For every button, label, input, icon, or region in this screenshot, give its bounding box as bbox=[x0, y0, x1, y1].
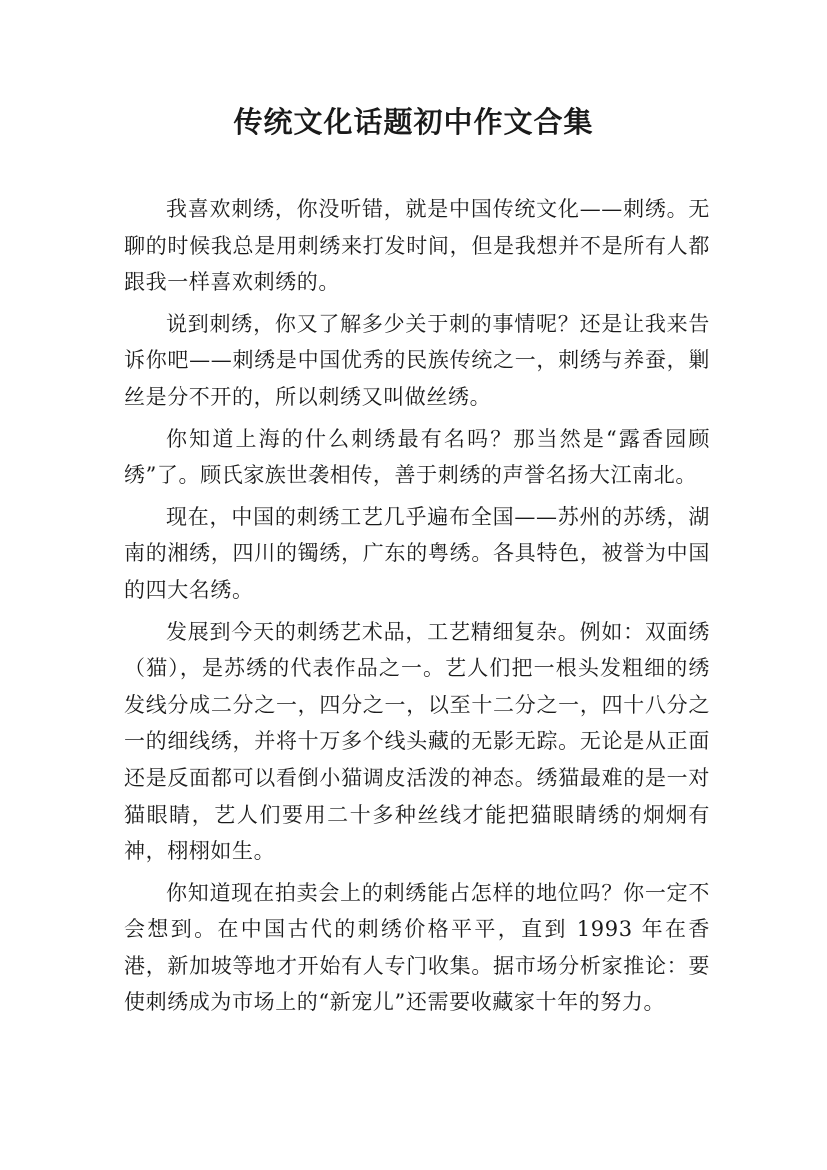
paragraph-3: 你知道上海的什么刺绣最有名吗？那当然是“露香园顾绣”了。顾氏家族世袭相传，善于刺绣的声誉名扬大江南北。 bbox=[124, 426, 710, 488]
paragraph-1: 我喜欢刺绣，你没听错，就是中国传统文化——刺绣。无聊的时候我总是用刺绣来打发时间，但是我想并不是所有人都跟我一样喜欢刺绣的。 bbox=[124, 197, 710, 295]
paragraph-6: 你知道现在拍卖会上的刺绣能占怎样的地位吗？你一定不会想到。在中国古代的刺绣价格平平，直到 1993 年在香港，新加坡等地才开始有人专门收集。据市场分析家推论：要使刺绣成为市场上的“新宠儿”还需要收藏家十年的努力。 bbox=[124, 880, 710, 1015]
document-title: 传统文化话题初中作文合集 bbox=[233, 105, 594, 139]
document-body bbox=[124, 191, 710, 1026]
paragraph-4: 现在，中国的刺绣工艺几乎遍布全国——苏州的苏绣，湖南的湘绣，四川的镯绣，广东的粤绣。各具特色，被誉为中国的四大名绣。 bbox=[124, 504, 710, 602]
paragraph-5: 发展到今天的刺绣艺术品，工艺精细复杂。例如：双面绣（猫），是苏绣的代表作品之一。艺人们把一根头发粗细的绣发线分成二分之一，四分之一，以至十二分之一，四十八分之一的细线绣，并将十万多个线头藏的无影无踪。无论是从正面还是反面都可以看倒小猫调皮活泼的神态。绣猫最难的是一对猫眼睛，艺人们要用二十多种丝线才能把猫眼睛绣的炯炯有神，栩栩如生。 bbox=[124, 619, 710, 864]
paragraph-2: 说到刺绣，你又了解多少关于刺的事情呢？还是让我来告诉你吧——刺绣是中国优秀的民族传统之一，刺绣与养蚕，剿丝是分不开的，所以刺绣又叫做丝绣。 bbox=[124, 311, 710, 409]
